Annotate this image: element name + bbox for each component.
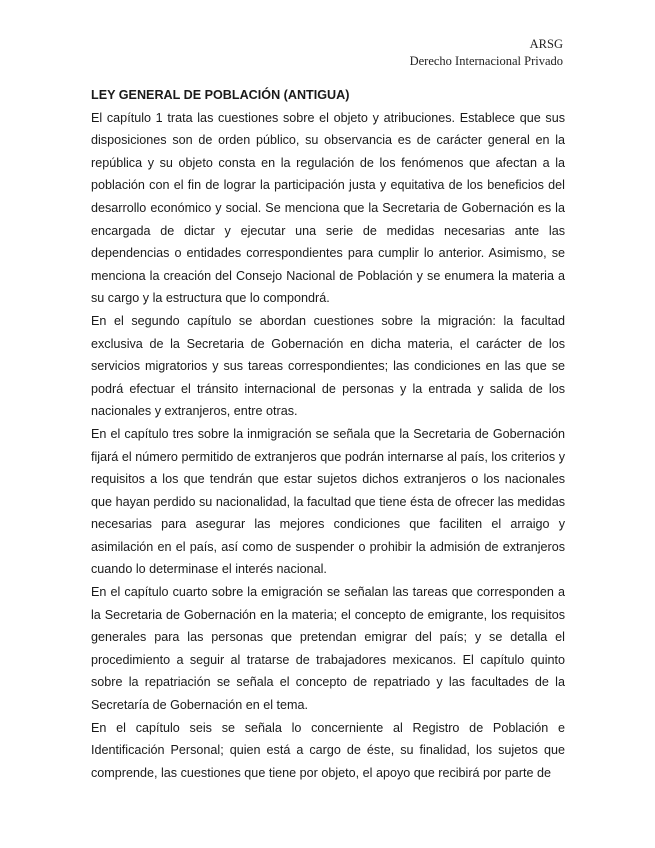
paragraph-chapter-6: En el capítulo seis se señala lo concerniente al Registro de Población e Identificación Personal; quien está a cargo de éste, su finalidad, los sujetos que comprende, las cuestiones que tiene por objeto, el apoyo que recibirá por parte de [91,720,565,780]
header-course: Derecho Internacional Privado [409,54,563,68]
header-author: ARSG [529,37,563,51]
page-header [410,36,563,70]
document-body [91,84,565,784]
document-title: LEY GENERAL DE POBLACIÓN (ANTIGUA) [91,88,350,102]
paragraph-chapter-3: En el capítulo tres sobre la inmigración se señala que la Secretaria de Gobernación fijará el número permitido de extranjeros que podrán internarse al país, los criterios y requisitos a los que tendrán que estar sujetos dichos extranjeros o los nacionales que hayan perdido su nacionalidad, la facultad que tiene ésta de ofrecer las medidas necesarias para asegurar las mejores condiciones que faciliten el arraigo y asimilación en el país, así como de suspender o prohibir la admisión de extranjeros cuando lo determinase el interés nacional. [91,426,565,577]
paragraph-chapter-4-5: En el capítulo cuarto sobre la emigración se señalan las tareas que corresponden a la Secretaria de Gobernación en la materia; el concepto de emigrante, los requisitos generales para las personas que pretendan emigrar del país; y se detalla el procedimiento a seguir al tratarse de trabajadores mexicanos. El capítulo quinto sobre la repatriación se señala el concepto de repatriado y las facultades de la Secretaría de Gobernación en el tema. [91,585,565,713]
paragraph-chapter-1: El capítulo 1 trata las cuestiones sobre el objeto y atribuciones. Establece que sus disposiciones son de orden público, su observancia es de carácter general en la república y su objeto consta en la regulación de los fenómenos que afectan a la población con el fin de lograr la participación justa y equitativa de los beneficios del desarrollo económico y social. Se menciona que la Secretaria de Gobernación es la encargada de dictar y ejecutar una serie de medidas necesarias ante las dependencias o entidades correspondientes para cumplir lo anterior. Asimismo, se menciona la creación del Consejo Nacional de Población y se enumera la materia a su cargo y la estructura que lo compondrá. [91,110,565,306]
paragraph-chapter-2: En el segundo capítulo se abordan cuestiones sobre la migración: la facultad exclusiva de la Secretaria de Gobernación en dicha materia, el carácter de los servicios migratorios y sus tareas correspondientes; las condiciones en las que se podrá efectuar el tránsito internacional de personas y la entrada y salida de los nacionales y extranjeros, entre otras. [91,313,565,419]
